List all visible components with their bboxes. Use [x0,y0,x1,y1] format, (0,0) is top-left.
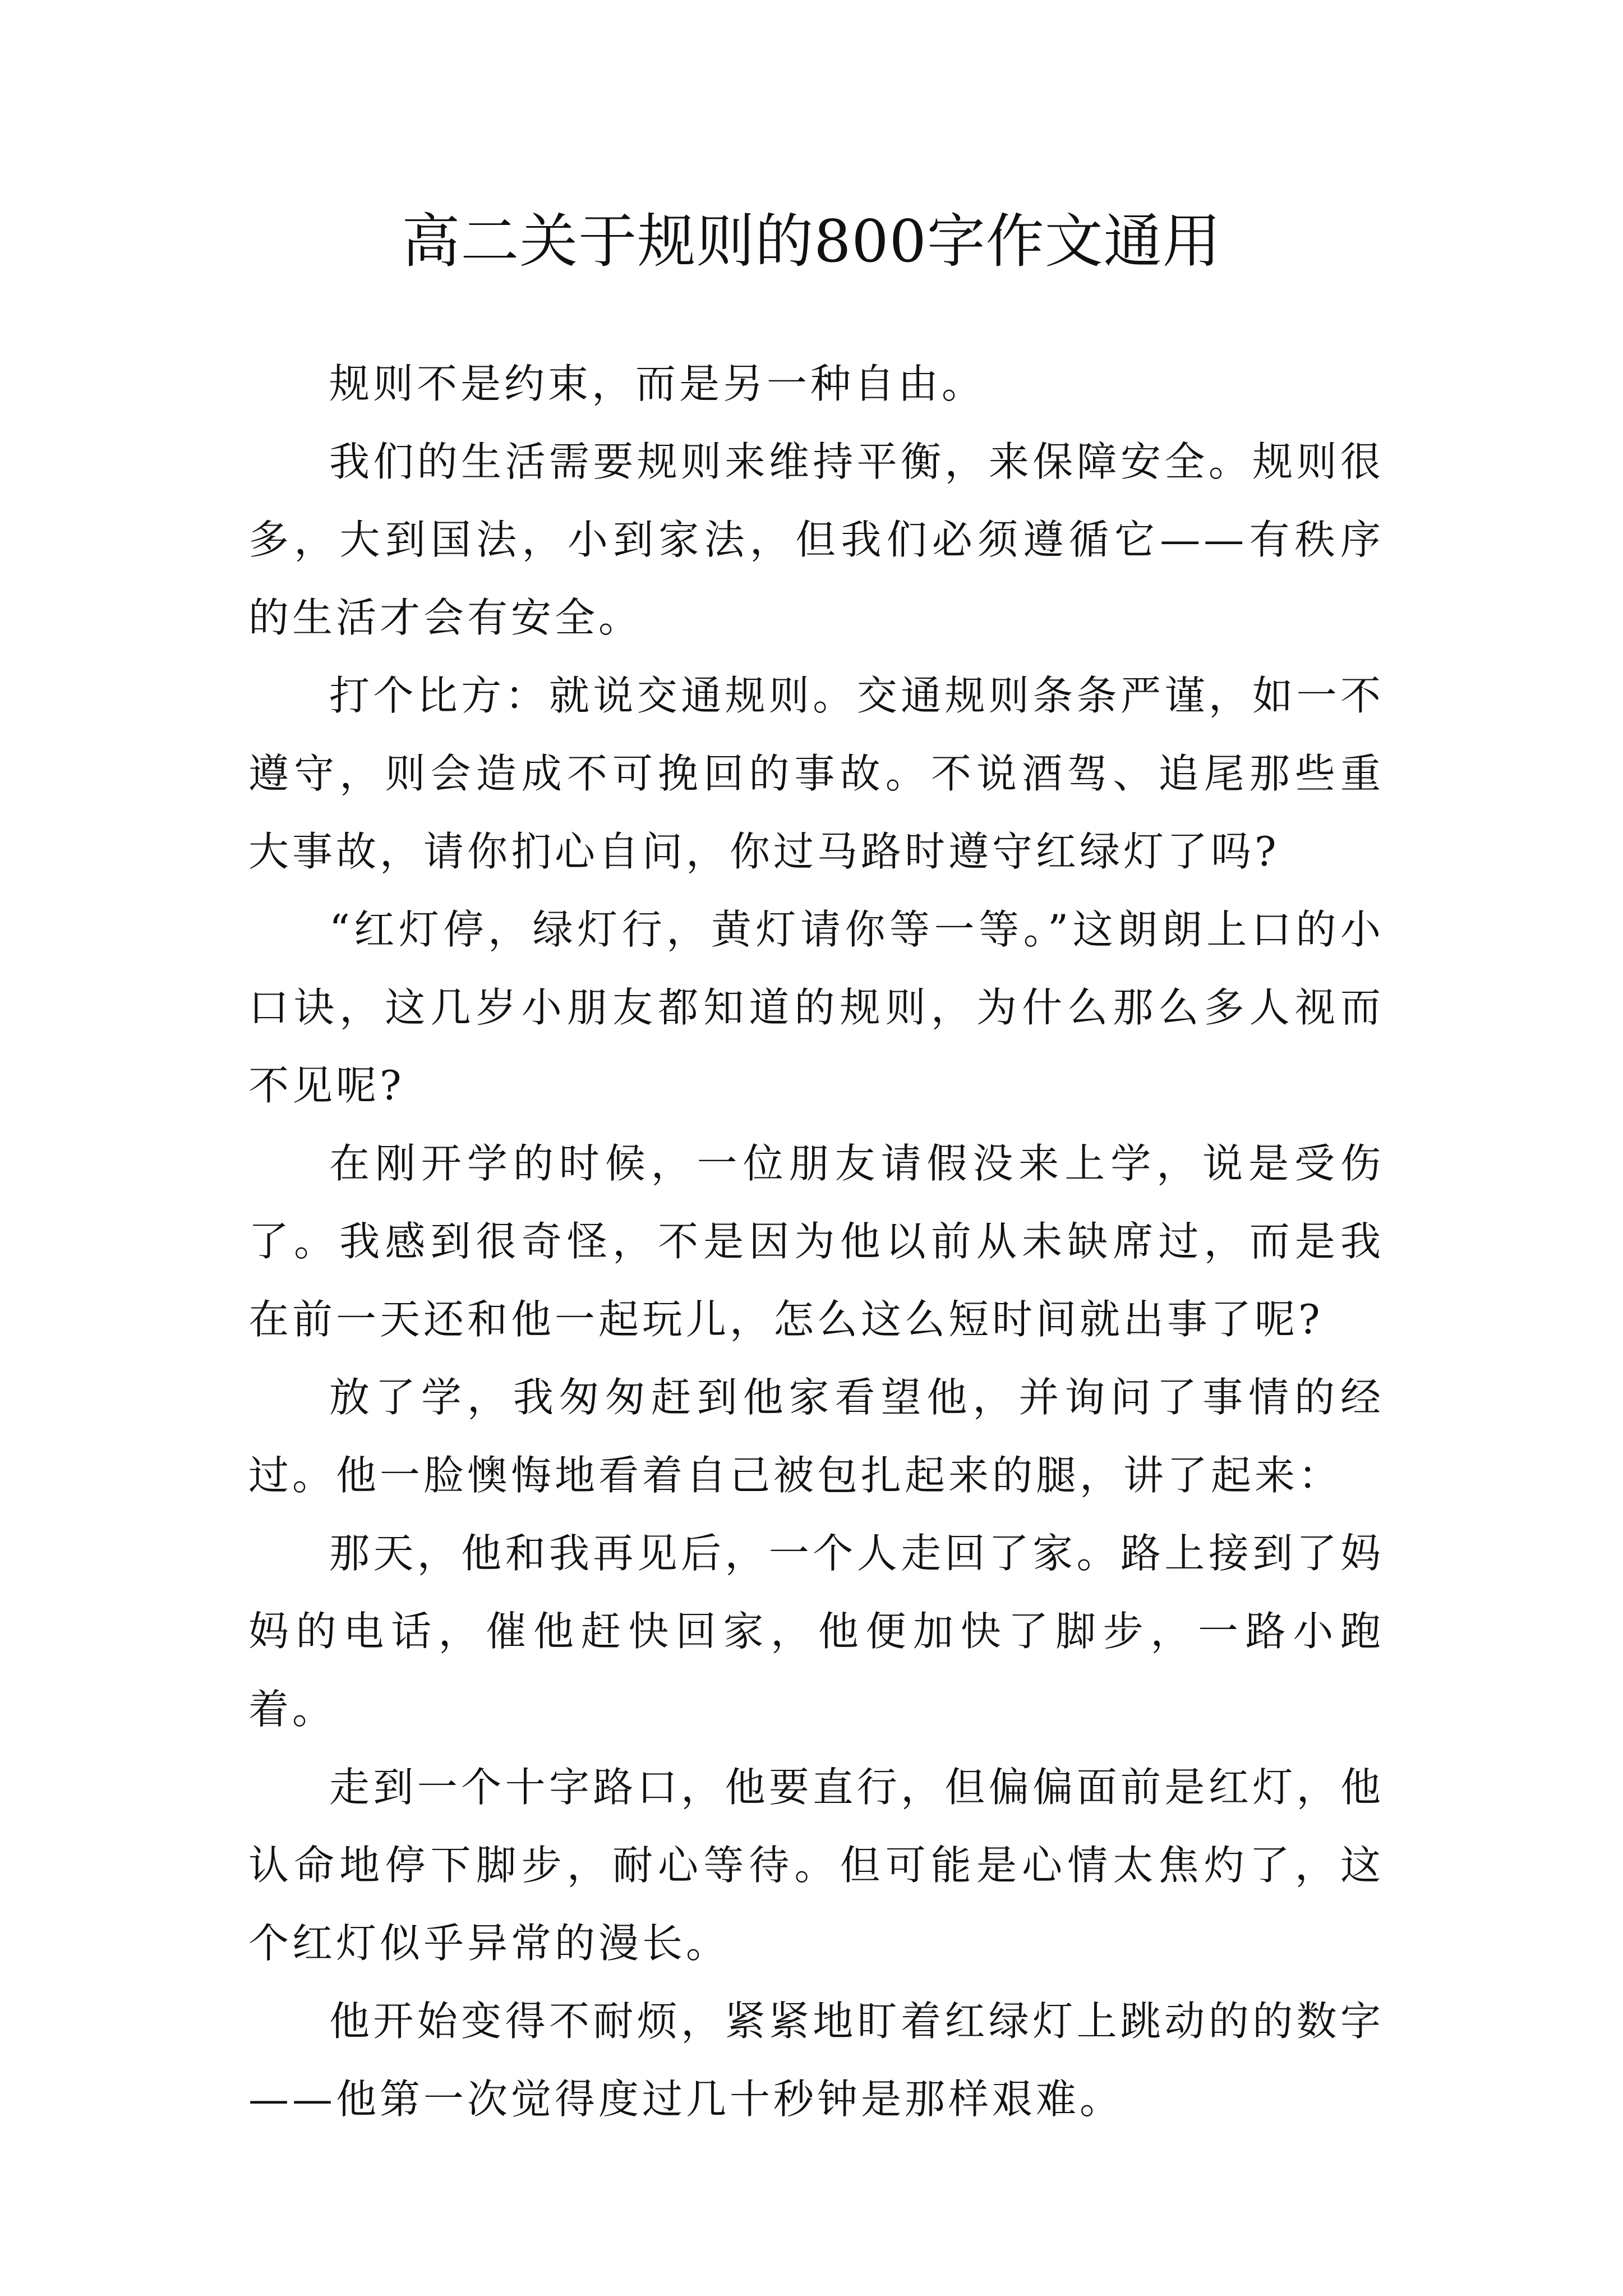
paragraph: 放了学，我匆匆赶到他家看望他，并询问了事情的经过。他一脸懊悔地看着自己被包扎起来的腿，讲了起来： [248,1374,1384,1499]
document-body [248,345,1384,2138]
paragraph: 走到一个十字路口，他要直行，但偏偏面前是红灯，他认命地停下脚步，耐心等待。但可能是心情太焦灼了，这个红灯似乎异常的漫长。 [248,1764,1384,1967]
document-title: 高二关于规则的800字作文通用 [402,207,1221,275]
paragraph: 他开始变得不耐烦，紧紧地盯着红绿灯上跳动的的数字——他第一次觉得度过几十秒钟是那样艰难。 [248,1998,1384,2123]
paragraph: 在刚开学的时候，一位朋友请假没来上学，说是受伤了。我感到很奇怪，不是因为他以前从未缺席过，而是我在前一天还和他一起玩儿，怎么这么短时间就出事了呢? [248,1140,1384,1343]
paragraph: 规则不是约束，而是另一种自由。 [329,360,986,407]
paragraph: 我们的生活需要规则来维持平衡，来保障安全。规则很多，大到国法，小到家法，但我们必须遵循它——有秩序的生活才会有安全。 [248,438,1384,641]
paragraph: “红灯停，绿灯行，黄灯请你等一等。”这朗朗上口的小口诀，这几岁小朋友都知道的规则，为什么那么多人视而不见呢? [248,906,1384,1109]
paragraph: 打个比方：就说交通规则。交通规则条条严谨，如一不遵守，则会造成不可挽回的事故。不说酒驾、追尾那些重大事故，请你扪心自问，你过马路时遵守红绿灯了吗? [248,672,1384,875]
paragraph: 那天，他和我再见后，一个人走回了家。路上接到了妈妈的电话，催他赶快回家，他便加快了脚步，一路小跑着。 [248,1530,1384,1733]
